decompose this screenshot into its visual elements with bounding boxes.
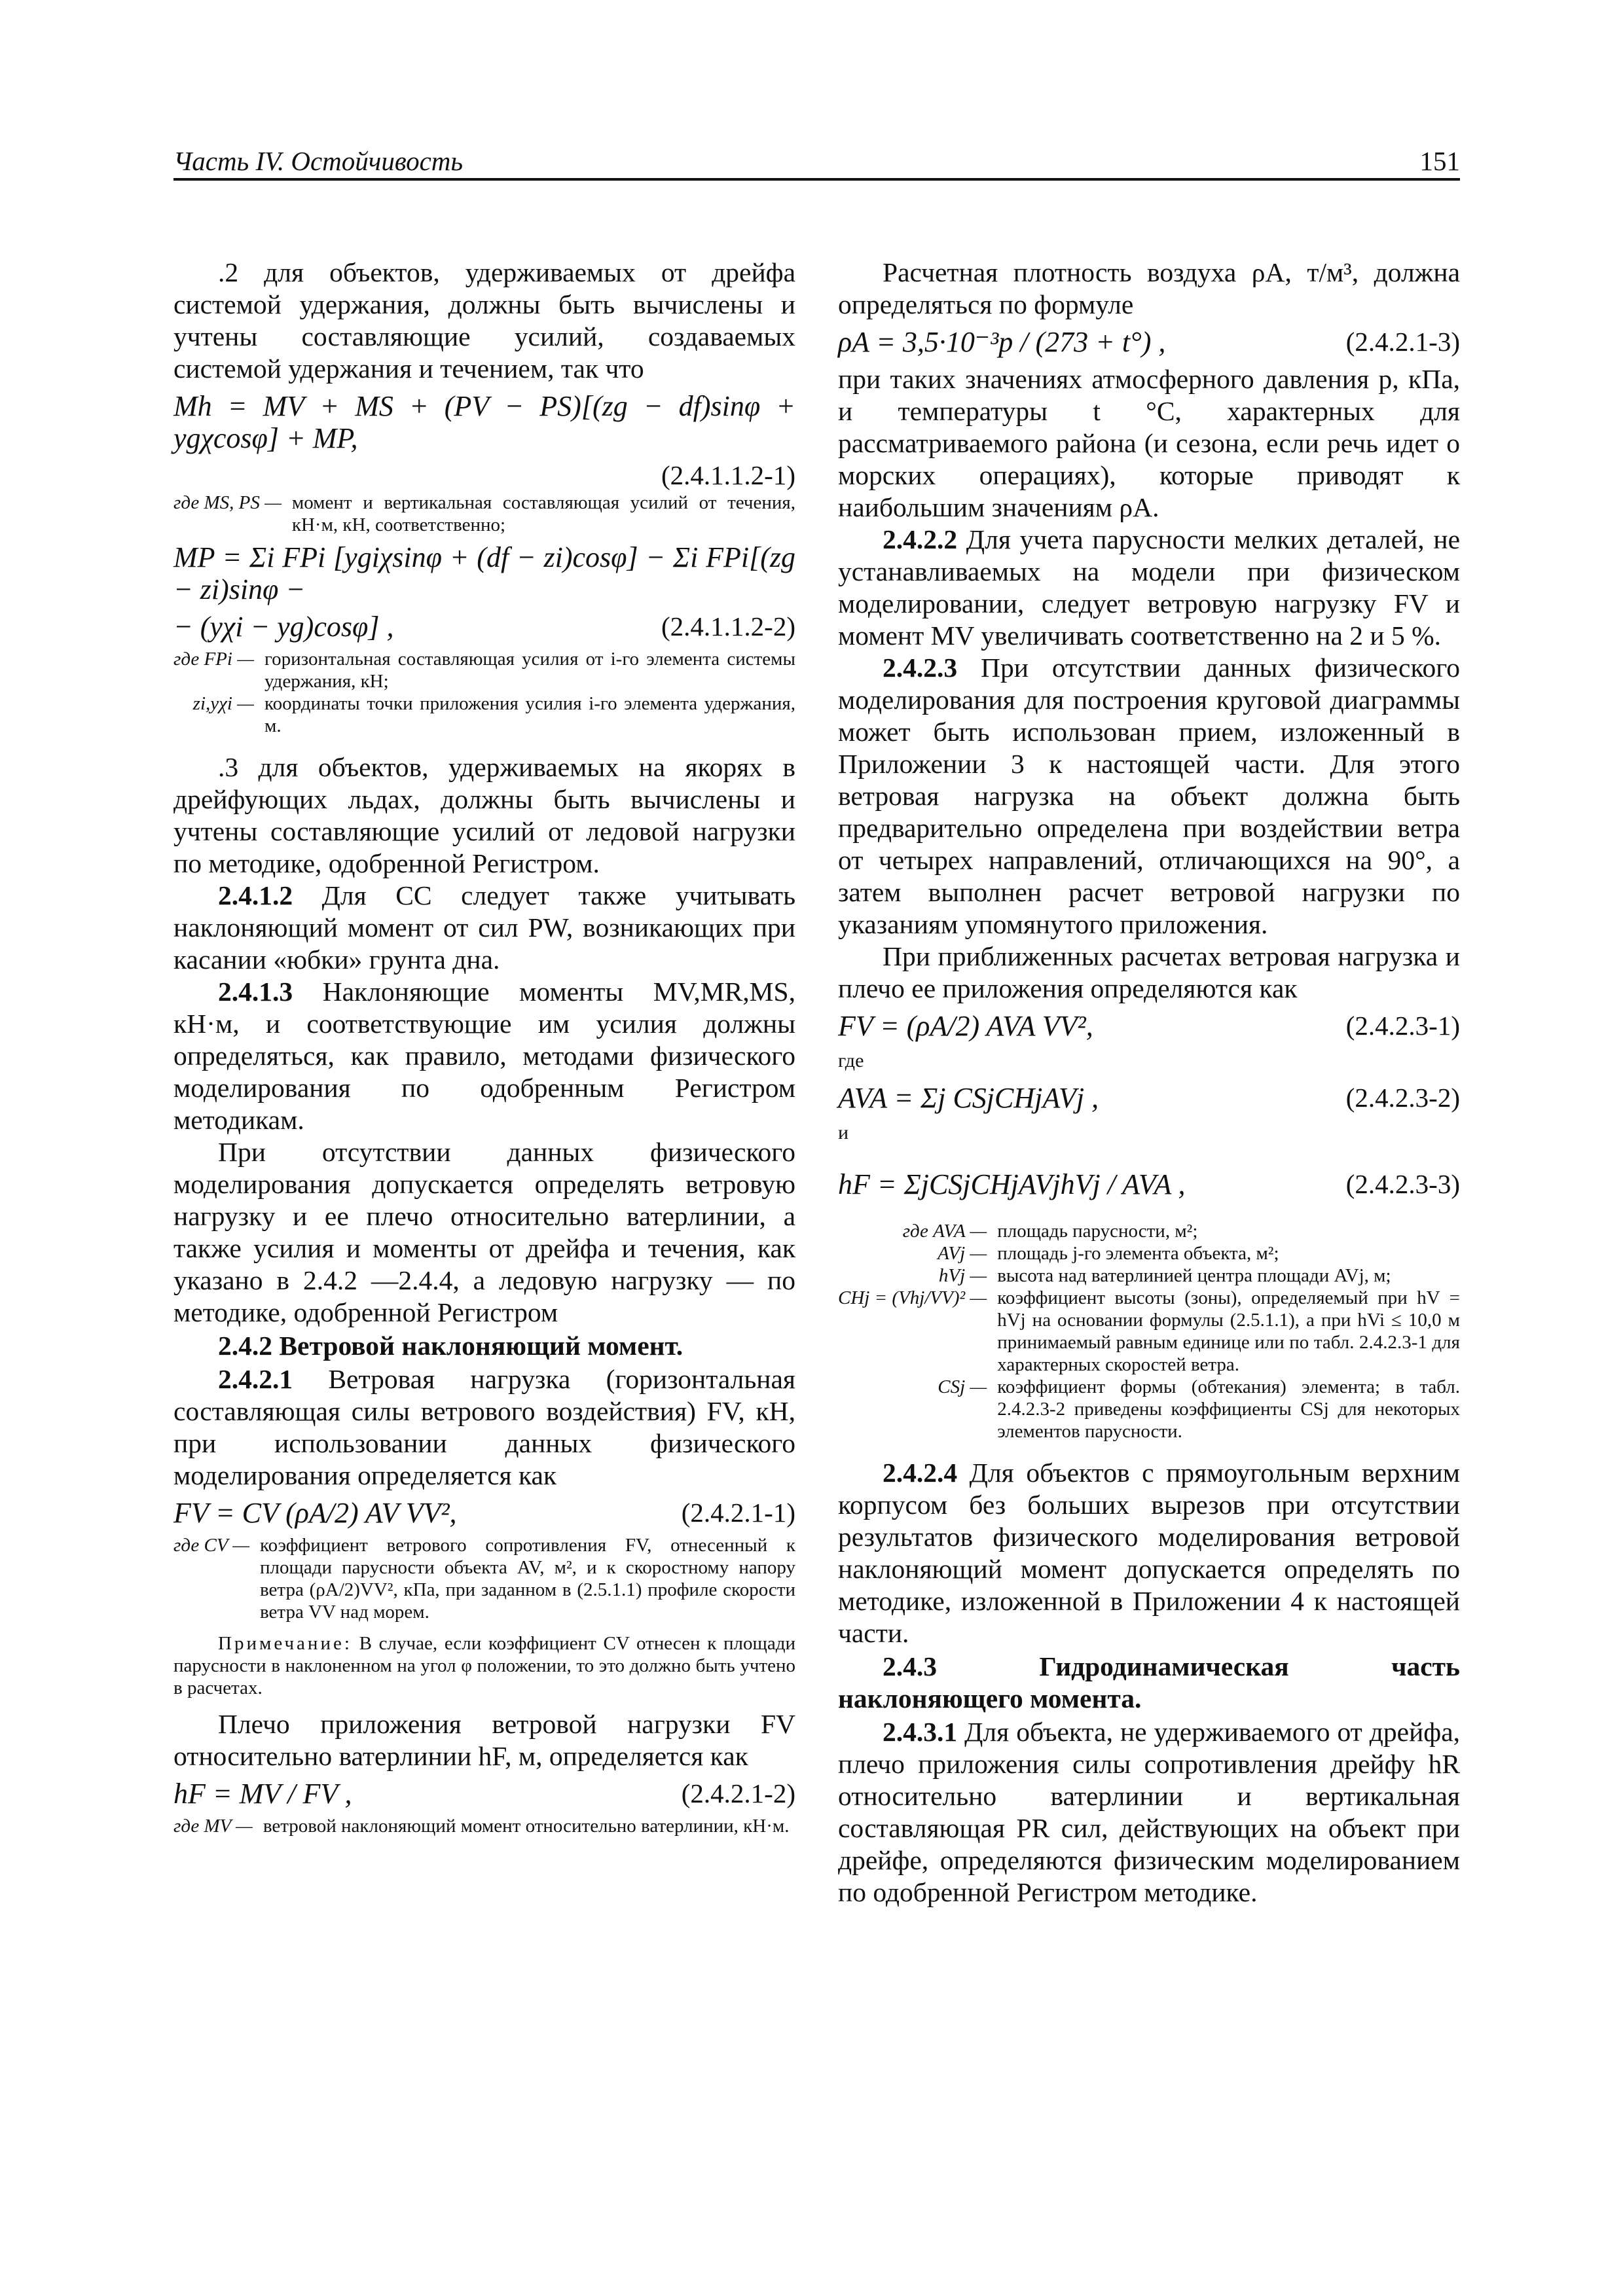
section-heading: 2.4.3 Гидродинамическая часть наклоняющего момента. xyxy=(838,1651,1460,1713)
paragraph: Расчетная плотность воздуха ρA, т/м³, должна определяться по формуле xyxy=(838,257,1460,319)
where-key: CSj — xyxy=(938,1376,987,1397)
paragraph-text: Для объекта, не удерживаемого от дрейфа, плечо приложения силы сопротивления дрейфу hR относительно ватерлинии и вертикальная составляющая PR сил, действующих на объект при дрейфе, определяются физическим моделированием по одобренной Регистром методике. xyxy=(838,1717,1460,1907)
paragraph xyxy=(838,1716,1460,1909)
paragraph-text: Ветровая нагрузка (горизонтальная составляющая силы ветрового воздействия) FV, кН, при использовании данных физического моделирования определяется как xyxy=(173,1364,795,1490)
where-list xyxy=(173,492,795,536)
where-key: где FPi — xyxy=(173,649,254,670)
formula-number: (2.4.2.1-2) xyxy=(681,1778,795,1808)
where-key: где MV — xyxy=(173,1816,253,1837)
note-label: Примечание: xyxy=(218,1633,352,1654)
page-number: 151 xyxy=(1419,146,1460,176)
where-text: коэффициент ветрового сопротивления FV, отнесенный к площади парусности объекта AV, м², и к скоростному напору ветра (ρA/2)VV², кПа, при заданном в (2.5.1.1) профиле скорости ветра VV над морем. xyxy=(260,1535,795,1623)
formula-text: FV = CV (ρA/2) AV VV², xyxy=(173,1497,457,1529)
formula-number: (2.4.1.1.2-2) xyxy=(661,611,795,641)
section-number: 2.4.3.1 xyxy=(883,1717,958,1747)
where-label: где xyxy=(838,1050,864,1071)
where-text: момент и вертикальная составляющая усилий от течения, кН·м, кН, соответственно; xyxy=(291,492,795,535)
where-text: горизонтальная составляющая усилия от i-го элемента системы удержания, кН; xyxy=(264,649,795,692)
formula-number: (2.4.2.1-3) xyxy=(1345,327,1460,357)
where-text: ветровой наклоняющий момент относительно ватерлинии, кН·м. xyxy=(263,1816,790,1837)
formula-text: Mh = MV + MS + (PV − PS)[(zg − df)sinφ + ygχcosφ] + MP, xyxy=(173,390,795,454)
where-text: площадь j-го элемента объекта, м²; xyxy=(997,1243,1279,1264)
paragraph: При приближенных расчетах ветровая нагрузка и плечо ее приложения определяются как xyxy=(838,941,1460,1003)
formula-text: ρA = 3,5·10⁻³p / (273 + t°) , xyxy=(838,326,1166,358)
paragraph: .3 для объектов, удерживаемых на якорях в дрейфующих льдах, должны быть вычислены и учтены составляющие усилий от ледовой нагрузки по методике, одобренной Регистром. xyxy=(173,752,795,878)
formula-number: (2.4.2.3-1) xyxy=(1345,1011,1460,1041)
formula xyxy=(838,1010,1460,1042)
formula-number: (2.4.2.3-3) xyxy=(1345,1169,1460,1199)
section-number: 2.4.2.4 xyxy=(883,1458,958,1488)
formula-text: hF = MV / FV , xyxy=(173,1778,352,1810)
and-label: и xyxy=(838,1122,849,1143)
where-list xyxy=(173,1534,795,1623)
formula-text: FV = (ρA/2) AVA VV², xyxy=(838,1010,1093,1042)
paragraph xyxy=(838,652,1460,941)
formula xyxy=(173,1497,795,1529)
where-key: zi,yχi — xyxy=(192,693,254,714)
where-key: где MS, PS — xyxy=(173,492,282,513)
where-text: высота над ватерлинией центра площади AVj, м; xyxy=(997,1265,1391,1286)
section-heading: 2.4.2 Ветровой наклоняющий момент. xyxy=(218,1331,684,1361)
where-text: площадь парусности, м²; xyxy=(997,1221,1198,1242)
where-key: hVj — xyxy=(938,1265,987,1286)
note-text: В случае, если коэффициент CV отнесен к площади парусности в наклоненном на угол φ положении, то это должно быть учтено в расчетах. xyxy=(173,1633,795,1698)
paragraph: .2 для объектов, удерживаемых от дрейфа системой удержания, должны быть вычислены и учтены составляющие усилий, создаваемых системой удержания и течением, так что xyxy=(173,257,795,384)
where-key: где AVA — xyxy=(902,1221,987,1242)
paragraph xyxy=(838,1457,1460,1649)
where-list xyxy=(838,1220,1460,1443)
paragraph: при таких значениях атмосферного давления p, кПа, и температуры t °С, характерных для рассматриваемого района (и сезона, если речь идет о морских операциях), которые приводят к наибольшим значениям ρA. xyxy=(838,364,1460,522)
formula-text: MP = Σi FPi [ygiχsinφ + (df − zi)cosφ] − Σi FPi[(zg − zi)sinφ − xyxy=(173,541,795,605)
where-list xyxy=(173,1815,795,1837)
formula xyxy=(173,611,795,643)
formula xyxy=(838,1168,1460,1200)
paragraph-text: Для учета парусности мелких деталей, не устанавливаемых на модели при физическом моделировании, следует ветровую нагрузку FV и момент MV увеличивать соответственно на 2 и 5 %. xyxy=(838,524,1460,651)
where-list xyxy=(173,648,795,737)
section-number: 2.4.2.2 xyxy=(883,524,958,554)
formula xyxy=(173,390,795,454)
paragraph xyxy=(173,976,795,1136)
section-number: 2.4.1.2 xyxy=(218,880,293,910)
formula xyxy=(173,1778,795,1810)
paragraph-text: Для объектов с прямоугольным верхним корпусом без больших вырезов при отсутствии результатов физического моделирования ветровой наклоняющий момент допускается определять по методике, изложенной в Приложении 4 к настоящей части. xyxy=(838,1458,1460,1648)
section-number: 2.4.2.3 xyxy=(883,653,958,683)
where-key: где CV — xyxy=(173,1535,250,1556)
paragraph xyxy=(173,880,795,976)
section-number: 2.4.1.3 xyxy=(218,977,293,1007)
paragraph-text: Наклоняющие моменты MV,MR,MS, кН·м, и соответствующие им усилия должны определяться, как правило, методами физического моделирования по одобренным Регистром методикам. xyxy=(173,977,795,1135)
where-text: коэффициент высоты (зоны), определяемый при hV = hVj на основании формулы (2.5.1.1), а при hVi ≤ 10,0 м принимаемый равным единице или по табл. 2.4.2.3-1 для характерных скоростей ветра. xyxy=(997,1287,1460,1375)
formula-number: (2.4.2.1-1) xyxy=(681,1498,795,1528)
formula xyxy=(173,541,795,605)
paragraph-text: Для СС следует также учитывать наклоняющий момент от сил PW, возникающих при касании «юбки» грунта дна. xyxy=(173,880,795,975)
where-text: координаты точки приложения усилия i-го элемента удержания, м. xyxy=(264,693,795,736)
formula-text: hF = ΣjCSjCHjAVjhVj / AVA , xyxy=(838,1168,1186,1200)
running-header: Часть IV. Остойчивость xyxy=(173,146,464,176)
right-column xyxy=(838,257,1460,1909)
formula-text: AVA = Σj CSjCHjAVj , xyxy=(838,1082,1099,1114)
left-column xyxy=(173,257,795,1837)
paragraph-text: При отсутствии данных физического моделирования для построения круговой диаграммы может быть использован прием, изложенный в Приложении 3 к настоящей части. Для этого ветровая нагрузка на объект должна быть предварительно определена при воздействии ветра от четырех направлений, отличающихся на 90°, а затем выполнен расчет ветровой нагрузки по указаниям упомянутого приложения. xyxy=(838,653,1460,939)
formula-number: (2.4.2.3-2) xyxy=(1345,1083,1460,1113)
formula-number: (2.4.1.1.2-1) xyxy=(661,460,795,490)
note xyxy=(173,1632,795,1699)
formula xyxy=(838,1082,1460,1114)
where-key: CHj = (Vhj/VV)² — xyxy=(838,1287,987,1308)
section-number: 2.4.2.1 xyxy=(218,1364,293,1394)
formula xyxy=(838,326,1460,358)
where-key: AVj — xyxy=(938,1243,987,1264)
paragraph xyxy=(173,1363,795,1492)
header-rule xyxy=(173,178,1460,181)
where-text: коэффициент формы (обтекания) элемента; в табл. 2.4.2.3-2 приведены коэффициенты CSj для некоторых элементов парусности. xyxy=(997,1376,1460,1442)
paragraph xyxy=(838,524,1460,652)
paragraph: При отсутствии данных физического моделирования допускается определять ветровую нагрузку и ее плечо относительно ватерлинии, а также усилия и моменты от дрейфа и течения, как указано в 2.4.2 —2.4.4, а ледовую нагрузку — по методике, одобренной Регистром xyxy=(173,1137,795,1327)
paragraph: Плечо приложения ветровой нагрузки FV относительно ватерлинии hF, м, определяется как xyxy=(173,1709,795,1771)
formula-text: − (yχi − yg)cosφ] , xyxy=(173,611,394,643)
